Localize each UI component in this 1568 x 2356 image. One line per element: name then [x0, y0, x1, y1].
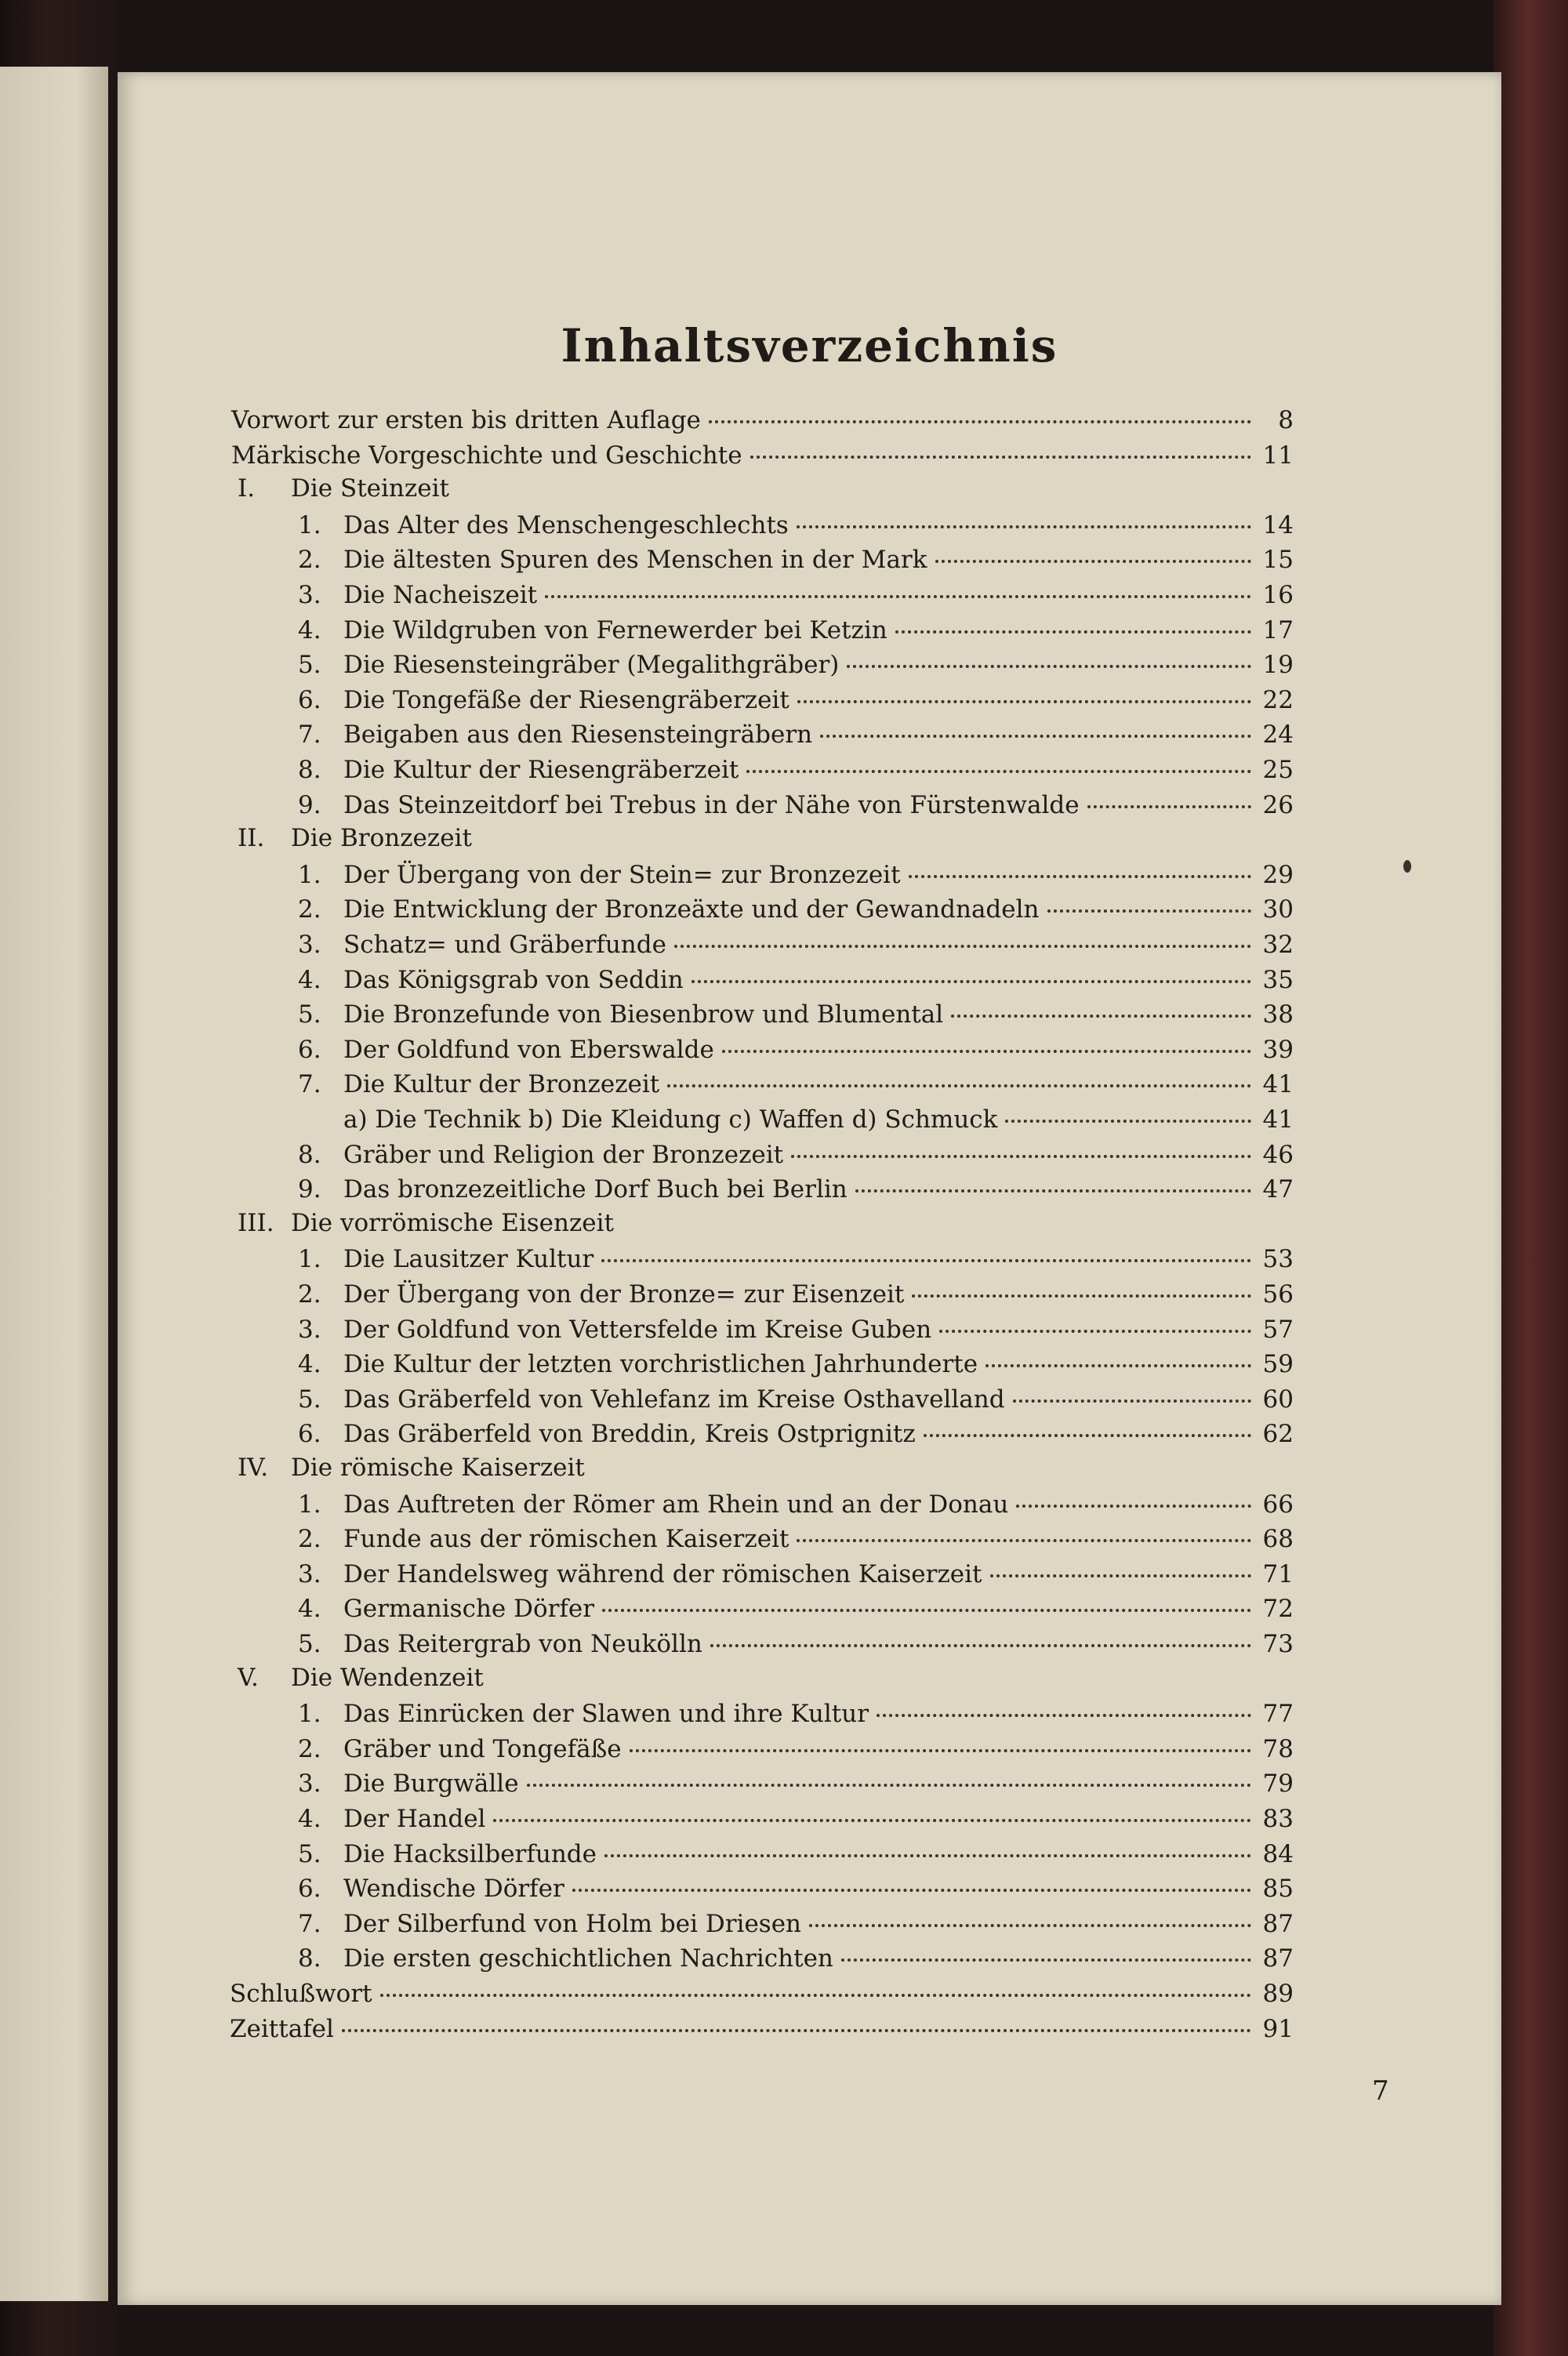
toc-entry-page: 57: [1262, 1315, 1294, 1344]
toc-entry-label: Die Entwicklung der Bronzeäxte und der Gewandnadeln: [343, 895, 1040, 924]
toc-entry-page: 83: [1262, 1805, 1294, 1833]
toc-part-title: Die Steinzeit: [291, 474, 449, 503]
toc-entry: [298, 1276, 1294, 1310]
toc-entry-number: 4.: [298, 615, 321, 644]
dot-leader: [912, 1271, 1251, 1298]
toc-entry: [298, 1590, 1294, 1625]
toc-entry: [298, 1486, 1294, 1520]
toc-entry-number: 1.: [298, 1700, 321, 1729]
toc-entry-label: Das Königsgrab von Seddin: [343, 965, 684, 994]
toc-entry-page: 89: [1262, 1980, 1294, 2008]
toc-entry-number: 5.: [298, 651, 321, 680]
toc-entry-number: 5.: [298, 1000, 321, 1029]
toc-entry: [298, 1800, 1294, 1835]
dot-leader: [847, 641, 1251, 668]
toc-part-numeral: II.: [238, 824, 265, 853]
toc-entry-label: Gräber und Religion der Bronzezeit: [343, 1140, 784, 1169]
dot-leader: [985, 1341, 1251, 1367]
toc-part-numeral: III.: [238, 1208, 274, 1237]
toc-entry: [298, 1625, 1294, 1660]
toc-entry-number: 5.: [298, 1839, 321, 1868]
toc-entry: [298, 891, 1294, 925]
toc-entry-number: 9.: [298, 790, 321, 819]
toc-entry-page: 60: [1262, 1385, 1294, 1414]
toc-entry-label: Das Einrücken der Slawen und ihre Kultur: [343, 1700, 869, 1729]
toc-entry-number: 8.: [298, 1140, 321, 1169]
dot-leader: [951, 991, 1251, 1018]
toc-part-numeral: I.: [238, 474, 256, 503]
toc-entry-label: Das Reitergrab von Neukölln: [343, 1630, 702, 1658]
toc-entry-number: 1.: [298, 1490, 321, 1519]
toc-entry-number: 1.: [298, 860, 321, 889]
dot-leader: [750, 432, 1251, 459]
toc-entry: [298, 1520, 1294, 1555]
toc-entry-page: 78: [1262, 1734, 1294, 1763]
dot-leader: [601, 1236, 1251, 1262]
dot-leader: [791, 1131, 1251, 1158]
dot-leader: [820, 711, 1251, 738]
toc-entry-label: Funde aus der römischen Kaiserzeit: [343, 1525, 789, 1554]
toc-entry-label: Das bronzezeitliche Dorf Buch bei Berlin: [343, 1175, 848, 1204]
toc-entry-label: Die Kultur der letzten vorchristlichen Jahrhunderte: [343, 1350, 978, 1379]
toc-entry-number: 4.: [298, 965, 321, 994]
dot-leader: [667, 1061, 1251, 1087]
toc-part-heading: [238, 1661, 484, 1695]
toc-part-title: Die vorrömische Eisenzeit: [291, 1208, 615, 1237]
dot-leader: [797, 677, 1251, 703]
toc-entry-number: 6.: [298, 685, 321, 714]
dot-leader: [527, 1760, 1251, 1787]
toc-entry-page: 53: [1262, 1245, 1294, 1274]
toc-entry-page: 8: [1278, 406, 1294, 434]
page-title: Inhaltsverzeichnis: [561, 319, 1058, 372]
previous-page-edge: [0, 67, 108, 2301]
toc-entry: [298, 1765, 1294, 1799]
toc-entry-label: Das Gräberfeld von Breddin, Kreis Ostprignitz: [343, 1420, 916, 1449]
toc-entry-page: 25: [1262, 756, 1294, 784]
toc-entry-page: 38: [1262, 1000, 1294, 1029]
toc-entry-number: 6.: [298, 1875, 321, 1904]
toc-entry: [298, 996, 1294, 1030]
toc-entry-number: 7.: [298, 1909, 321, 1938]
toc-entry: [298, 1556, 1294, 1590]
toc-part-title: Die römische Kaiserzeit: [291, 1454, 585, 1482]
toc-entry-number: 2.: [298, 1280, 321, 1309]
dot-leader: [877, 1690, 1251, 1717]
toc-entry-label: Die Wildgruben von Fernewerder bei Ketzin: [343, 615, 887, 644]
toc-entry-label: Gräber und Tongefäße: [343, 1734, 622, 1763]
toc-entry-number: 3.: [298, 1315, 321, 1344]
toc-entry-page: 59: [1262, 1350, 1294, 1379]
toc-entry-page: 41: [1262, 1070, 1294, 1099]
toc-entry: [298, 1311, 1294, 1345]
toc-entry-page: 72: [1262, 1595, 1294, 1624]
toc-entry-number: 3.: [298, 931, 321, 959]
toc-entry-number: 3.: [298, 1559, 321, 1588]
dot-leader: [1013, 1376, 1251, 1403]
toc-entry: [298, 751, 1294, 786]
toc-entry-number: 2.: [298, 1525, 321, 1554]
dot-leader: [855, 1166, 1251, 1193]
dot-leader: [691, 957, 1251, 983]
toc-entry: [298, 926, 1294, 960]
toc-entry: [231, 401, 1294, 436]
book-page: [118, 72, 1501, 2305]
toc-entry-label: Das Steinzeitdorf bei Trebus in der Nähe von Fürstenwalde: [343, 790, 1080, 819]
toc-entry-label: Die Kultur der Bronzezeit: [343, 1070, 660, 1099]
toc-part-heading: [238, 1206, 614, 1240]
toc-entry: [298, 856, 1294, 891]
dot-leader: [630, 1726, 1251, 1752]
toc-entry-number: 2.: [298, 1734, 321, 1763]
toc-entry-label: Die Nacheiszeit: [343, 581, 538, 609]
toc-entry-number: 4.: [298, 1805, 321, 1833]
toc-entry-label: Wendische Dörfer: [343, 1875, 564, 1904]
toc-part-title: Die Bronzezeit: [291, 824, 472, 853]
toc-entry-number: 8.: [298, 1944, 321, 1973]
toc-entry-number: 5.: [298, 1385, 321, 1414]
toc-entry-number: 8.: [298, 756, 321, 784]
toc-entry-label: Die Burgwälle: [343, 1770, 519, 1799]
toc-entry-number: 7.: [298, 1070, 321, 1099]
dot-leader: [710, 1621, 1251, 1647]
toc-entry-page: 14: [1262, 510, 1294, 539]
toc-entry-number: 3.: [298, 1770, 321, 1799]
dot-leader: [1087, 782, 1251, 808]
dot-leader: [572, 1865, 1251, 1892]
toc-entry-number: 7.: [298, 721, 321, 750]
dot-leader: [990, 1551, 1252, 1577]
toc-entry: [230, 2010, 1294, 2045]
dot-leader: [722, 1026, 1251, 1053]
toc-entry-label: Die ersten geschichtlichen Nachrichten: [343, 1944, 833, 1973]
dot-leader: [709, 397, 1251, 423]
toc-entry-page: 22: [1262, 685, 1294, 714]
toc-entry-label: Die Kultur der Riesengräberzeit: [343, 756, 739, 784]
toc-entry: [298, 506, 1294, 541]
toc-entry-label: Das Auftreten der Römer am Rhein und an der Donau: [343, 1490, 1009, 1519]
dot-leader: [674, 921, 1251, 948]
dot-leader: [1047, 886, 1252, 913]
toc-entry-number: 3.: [298, 581, 321, 609]
toc-entry-page: 85: [1262, 1875, 1294, 1904]
dot-leader: [1016, 1481, 1251, 1508]
toc-part-numeral: IV.: [238, 1454, 269, 1482]
toc-entry-number: 1.: [298, 1245, 321, 1274]
toc-entry-label: Der Handelsweg während der römischen Kaiserzeit: [343, 1559, 982, 1588]
dot-leader: [380, 1970, 1251, 1997]
toc-entry-page: 19: [1262, 651, 1294, 680]
dot-leader: [604, 1831, 1251, 1857]
ink-mark: [1403, 860, 1411, 873]
toc-entry: [298, 576, 1294, 611]
toc-entry-page: 73: [1262, 1630, 1294, 1658]
toc-entry-label: Die Riesensteingräber (Megalithgräber): [343, 651, 840, 680]
toc-entry-page: 17: [1262, 615, 1294, 644]
toc-entry-page: 15: [1262, 546, 1294, 575]
dot-leader: [841, 1935, 1251, 1962]
toc-entry-page: 29: [1262, 860, 1294, 889]
dot-leader: [545, 572, 1251, 598]
toc-entry: [298, 1345, 1294, 1380]
toc-part-heading: [238, 821, 472, 855]
toc-entry-label: Germanische Dörfer: [343, 1595, 595, 1624]
toc-entry-page: 77: [1262, 1700, 1294, 1729]
toc-entry-page: 30: [1262, 895, 1294, 924]
toc-entry-page: 68: [1262, 1525, 1294, 1554]
toc-entry-label: Beigaben aus den Riesensteingräbern: [343, 721, 813, 750]
toc-entry-number: 5.: [298, 1630, 321, 1658]
toc-entry: [298, 1031, 1294, 1065]
toc-entry-page: 91: [1262, 2014, 1294, 2043]
toc-entry: [298, 1835, 1294, 1870]
toc-entry-number: 6.: [298, 1420, 321, 1449]
toc-part-heading: [238, 471, 449, 506]
toc-entry-label: Der Übergang von der Stein= zur Bronzezeit: [343, 860, 901, 889]
toc-entry: [298, 716, 1294, 750]
toc-entry: [298, 1695, 1294, 1730]
dot-leader: [909, 851, 1251, 878]
toc-entry-page: 35: [1262, 965, 1294, 994]
toc-entry: [298, 541, 1294, 575]
dot-leader: [602, 1585, 1251, 1612]
book-cover-right: [1494, 0, 1568, 2356]
toc-entry-page: 46: [1262, 1140, 1294, 1169]
toc-entry-page: 71: [1262, 1559, 1294, 1588]
toc-entry: [298, 1240, 1294, 1275]
dot-leader: [809, 1900, 1251, 1927]
dot-leader: [1005, 1096, 1251, 1123]
dot-leader: [895, 607, 1251, 633]
toc-entry-number: 2.: [298, 895, 321, 924]
toc-entry-label: Der Silberfund von Holm bei Driesen: [343, 1909, 802, 1938]
toc-entry-number: 2.: [298, 546, 321, 575]
toc-entry: [298, 1730, 1294, 1765]
toc-entry: [298, 612, 1294, 646]
toc-entry-label: Das Alter des Menschengeschlechts: [343, 510, 789, 539]
toc-entry-number: 4.: [298, 1595, 321, 1624]
toc-entry-page: 87: [1262, 1909, 1294, 1938]
toc-part-numeral: V.: [238, 1663, 259, 1692]
dot-leader: [746, 746, 1251, 773]
dot-leader: [924, 1410, 1251, 1437]
toc-part-heading: [238, 1450, 585, 1485]
toc-entry-page: 24: [1262, 721, 1294, 750]
toc-entry: [298, 1415, 1294, 1450]
toc-entry-label: Zeittafel: [230, 2014, 334, 2043]
toc-entry-number: 6.: [298, 1035, 321, 1064]
toc-entry-label: Der Handel: [343, 1805, 486, 1833]
toc-entry-page: 79: [1262, 1770, 1294, 1799]
toc-entry-label: a) Die Technik b) Die Kleidung c) Waffen d) Schmuck: [343, 1105, 998, 1134]
toc-entry: [343, 1101, 1294, 1135]
toc-entry-page: 66: [1262, 1490, 1294, 1519]
toc-entry: [298, 1905, 1294, 1940]
toc-entry-label: Die ältesten Spuren des Menschen in der Mark: [343, 546, 927, 575]
toc-entry-label: Die Bronzefunde von Biesenbrow und Blumental: [343, 1000, 944, 1029]
toc-entry-label: Vorwort zur ersten bis dritten Auflage: [231, 406, 701, 434]
page-number: 7: [1372, 2075, 1389, 2107]
toc-entry: [298, 1171, 1294, 1205]
toc-entry: [298, 646, 1294, 681]
toc-entry-label: Die Tongefäße der Riesengräberzeit: [343, 685, 789, 714]
toc-entry-number: 4.: [298, 1350, 321, 1379]
toc-entry-label: Die Lausitzer Kultur: [343, 1245, 594, 1274]
toc-entry-label: Das Gräberfeld von Vehlefanz im Kreise Osthavelland: [343, 1385, 1005, 1414]
toc-entry: [298, 1065, 1294, 1100]
toc-entry: [298, 1940, 1294, 1974]
dot-leader: [797, 1516, 1251, 1542]
toc-entry-page: 47: [1262, 1175, 1294, 1204]
toc-entry: [298, 961, 1294, 996]
toc-entry-page: 84: [1262, 1839, 1294, 1868]
toc-entry-page: 62: [1262, 1420, 1294, 1449]
toc-entry-label: Schatz= und Gräberfunde: [343, 931, 666, 959]
toc-entry-page: 56: [1262, 1280, 1294, 1309]
toc-entry: [231, 437, 1294, 471]
toc-entry-number: 9.: [298, 1175, 321, 1204]
toc-entry-page: 39: [1262, 1035, 1294, 1064]
toc-entry-label: Märkische Vorgeschichte und Geschichte: [231, 441, 742, 470]
toc-entry: [298, 1136, 1294, 1171]
toc-entry-page: 11: [1262, 441, 1294, 470]
dot-leader: [797, 502, 1251, 528]
dot-leader: [935, 536, 1251, 563]
toc-entry-page: 32: [1262, 931, 1294, 959]
toc-entry-label: Der Goldfund von Eberswalde: [343, 1035, 714, 1064]
toc-entry: [298, 786, 1294, 821]
toc-entry-page: 41: [1262, 1105, 1294, 1134]
toc-entry-page: 87: [1262, 1944, 1294, 1973]
toc-entry-page: 16: [1262, 581, 1294, 609]
toc-part-title: Die Wendenzeit: [291, 1663, 484, 1692]
toc-entry-label: Der Übergang von der Bronze= zur Eisenzeit: [343, 1280, 905, 1309]
toc-entry: [230, 1975, 1294, 2009]
toc-entry-label: Schlußwort: [230, 1980, 372, 2008]
toc-entry-number: 1.: [298, 510, 321, 539]
toc-entry: [298, 1870, 1294, 1904]
toc-entry: [298, 1381, 1294, 1415]
toc-entry: [298, 681, 1294, 716]
dot-leader: [493, 1795, 1251, 1822]
dot-leader: [342, 2006, 1251, 2032]
toc-entry-label: Der Goldfund von Vettersfelde im Kreise Guben: [343, 1315, 932, 1344]
toc-entry-label: Die Hacksilberfunde: [343, 1839, 597, 1868]
toc-entry-page: 26: [1262, 790, 1294, 819]
dot-leader: [939, 1306, 1251, 1333]
